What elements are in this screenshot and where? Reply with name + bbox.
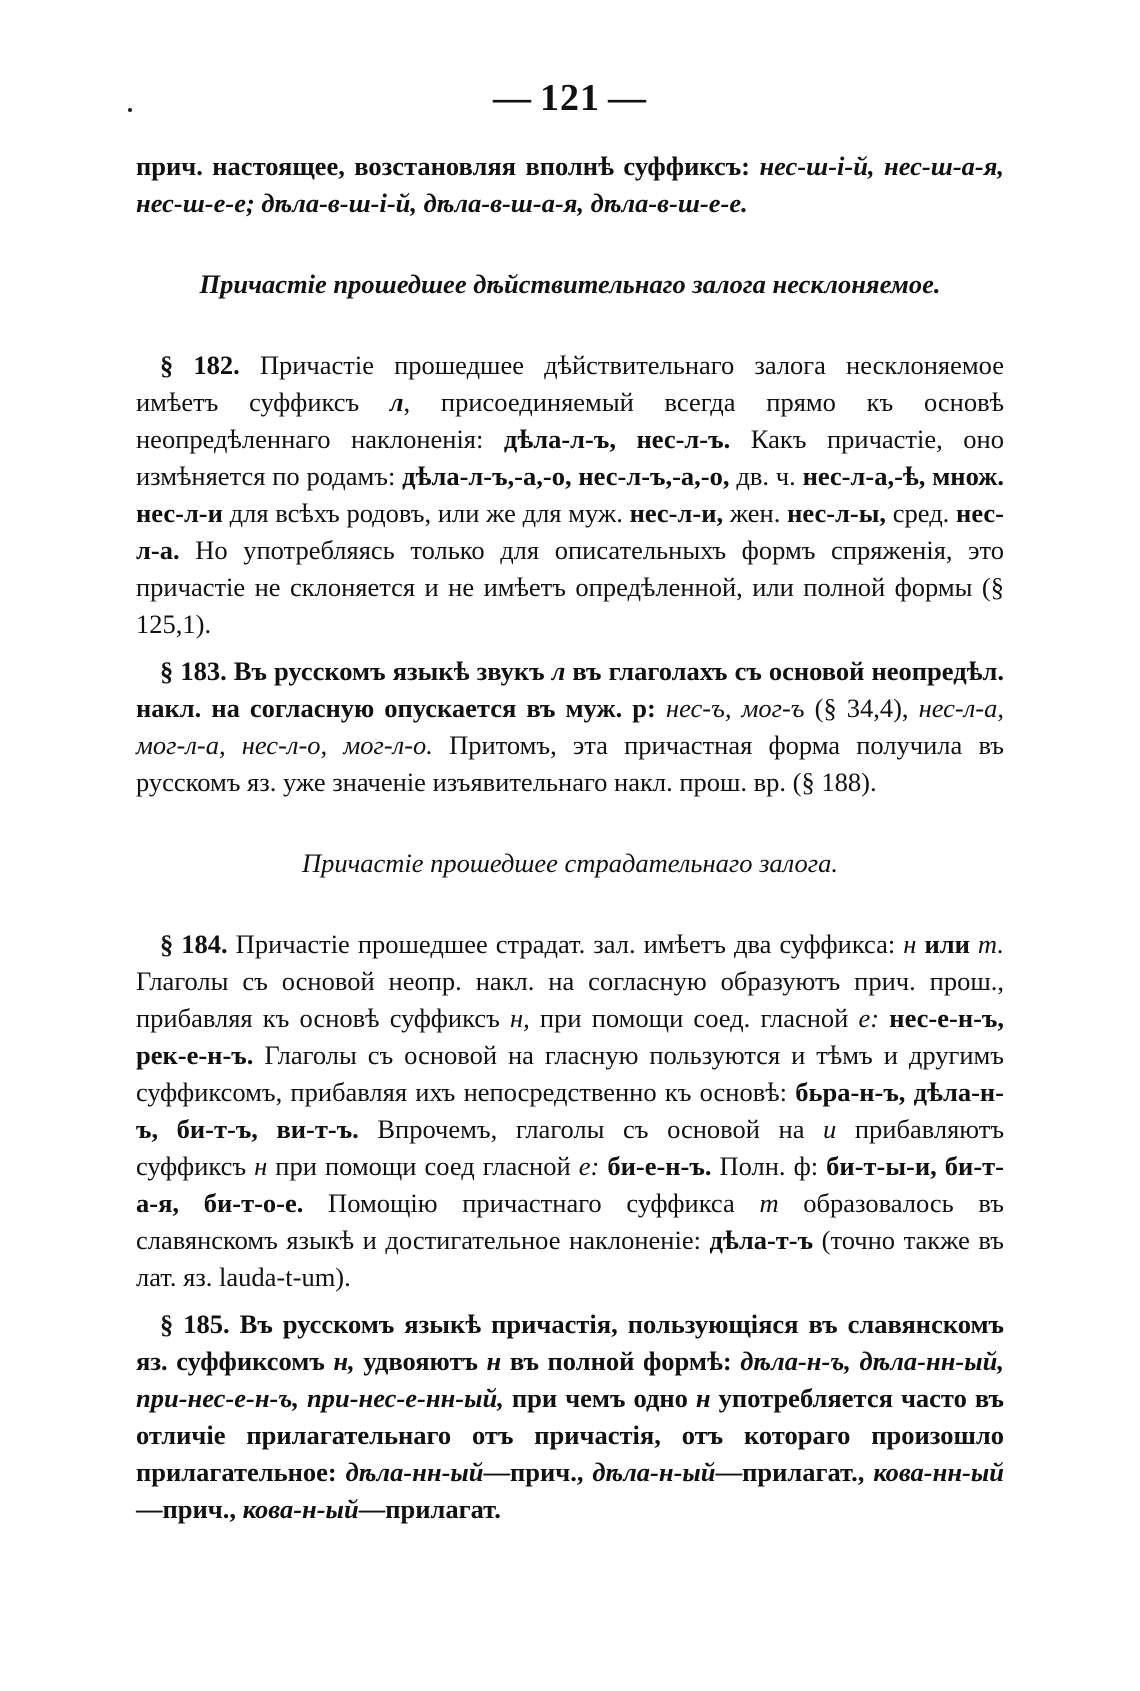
text: при помощи соед гласной <box>267 1151 579 1181</box>
suffix: т. <box>977 929 1005 959</box>
example-forms: нес-л-а, мог-л-а, нес-л-о, мог-л-о. <box>136 693 1005 760</box>
example-forms: нес-л-а,-ѣ, <box>802 461 926 491</box>
text: Причастiе прошедшее дѣйствительнаго залога несклоняемое имѣетъ суффиксъ <box>136 350 1004 417</box>
example-forms: нес-е-н-ъ, рек-е-н-ъ. <box>136 1003 1004 1070</box>
text: или <box>916 929 978 959</box>
text: —прилагат. <box>358 1494 501 1524</box>
paragraph-183 <box>136 653 1004 801</box>
text: Глаголы съ основой на гласную пользуются и тѣмъ и другимъ суффиксомъ, прибавляя ихъ непосредственно къ основѣ: <box>136 1040 1004 1107</box>
paragraph-185 <box>136 1306 1004 1528</box>
text: Но употребляясь только для описательныхъ формъ спряженiя, это причастiе не склоняется и не имѣетъ опредѣленной, или полной формы (§ 125,1). <box>136 535 1004 639</box>
section-number: § 182. <box>160 350 240 380</box>
example-forms: би-т-ы-и, би-т-а-я, би-т-о-е. <box>136 1151 1004 1218</box>
example-forms: дѣла-л-ъ,-а,-о, нес-л-ъ,-а,-о, <box>402 461 730 491</box>
suffix: н <box>254 1151 268 1181</box>
connecting-vowel: е: <box>858 1003 880 1033</box>
example-forms: бьра-н-ъ, дѣла-н-ъ, би-т-ъ, ви-т-ъ. <box>136 1077 1004 1144</box>
text: въ глаголахъ съ основой неопредѣл. накл. на согласную опускается въ муж. р: <box>136 656 1004 723</box>
text: прибавляютъ суффиксъ <box>136 1114 1005 1181</box>
suffix: т <box>759 1188 779 1218</box>
text: Притомъ, эта причастная форма получила въ русскомъ яз. уже значенiе изъявительнаго накл. прош. вр. (§ 188). <box>136 730 1005 797</box>
suffix: л <box>551 656 566 686</box>
section-heading-past-passive: Причастiе прошедшее страдательнаго залога. <box>301 848 839 878</box>
example-forms: дѣла-н-ый <box>592 1457 716 1487</box>
text: Впрочемъ, глаголы съ основой на <box>358 1114 824 1144</box>
text: въ полной формѣ: <box>501 1346 741 1376</box>
text: при помощи соед. гласной <box>529 1003 859 1033</box>
section-number: § 183. <box>160 656 227 686</box>
example-forms: нес-л-и <box>136 498 223 528</box>
text: дв. ч. <box>729 461 803 491</box>
section-heading-past-active: Причастiе прошедшее дѣйствительнаго залога несклоняемое. <box>199 269 941 299</box>
text: Въ русскомъ языкѣ звукъ <box>226 656 552 686</box>
example-forms: би-е-н-ъ. <box>599 1151 712 1181</box>
example-forms: дѣла-т-ъ <box>709 1225 814 1255</box>
paragraph-182 <box>136 347 1004 643</box>
text: жен. <box>723 498 788 528</box>
connecting-vowel: е: <box>578 1151 600 1181</box>
text: Въ русскомъ языкѣ причастiя, пользующiяся въ славянскомъ яз. суффиксомъ <box>136 1309 1005 1376</box>
text: Полн. ф: <box>711 1151 827 1181</box>
text: Какъ причастiе, оно измѣняется по родамъ: <box>136 424 1004 491</box>
paragraph-continuation <box>136 148 1004 222</box>
vowel: и <box>823 1114 837 1144</box>
suffix: н, <box>333 1346 355 1376</box>
suffix: н <box>486 1346 502 1376</box>
text: —прич., <box>483 1457 593 1487</box>
text: Глаголы съ основой неопр. накл. на согласную образуютъ прич. прош., прибавляя къ основѣ суффиксъ <box>136 966 1004 1033</box>
example-forms: нес-л-ы, <box>787 498 887 528</box>
suffix: л <box>389 387 404 417</box>
text: прич. настоящее, возстановляя вполнѣ суффиксъ: <box>136 151 760 181</box>
example-forms: дѣла-н-ъ, дѣла-нн-ый, при-нес-е-н-ъ, при-нес-е-нн-ый, <box>136 1346 1004 1413</box>
text: множ. <box>925 461 1005 491</box>
text-column <box>136 148 1004 1528</box>
section-number: § 184. <box>160 929 228 959</box>
example-forms: дѣла-л-ъ, нес-л-ъ. <box>503 424 731 454</box>
text: употребляется часто въ отличiе прилагательнаго отъ причастiя, отъ котораго произошло прилагательное: <box>136 1383 1004 1487</box>
text: удвояютъ <box>354 1346 487 1376</box>
text: , присоединяемый всегда прямо къ основѣ неопредѣленнаго наклоненiя: <box>136 387 1004 454</box>
example-forms: нес-ъ, мог-ъ <box>665 693 805 723</box>
paragraph-184 <box>136 926 1004 1296</box>
example-forms: нес-л-и, <box>629 498 724 528</box>
text: Помощiю причастнаго суффикса <box>303 1188 760 1218</box>
text: (точно также въ лат. яз. lauda-t-um). <box>136 1225 1004 1292</box>
header-dash-right: — <box>608 77 647 119</box>
example-forms: кова-нн-ый <box>873 1457 1004 1487</box>
text: —прилагат., <box>715 1457 874 1487</box>
text: (§ 34,4), <box>804 693 919 723</box>
example-forms: дѣла-нн-ый <box>345 1457 484 1487</box>
page-header <box>0 76 1140 120</box>
suffix: н <box>903 929 917 959</box>
example-forms: нес-л-а. <box>136 498 1004 565</box>
suffix: н <box>695 1383 711 1413</box>
suffix: н, <box>509 1003 530 1033</box>
section-number: § 185. <box>160 1309 230 1339</box>
text: Причастiе прошедшее страдат. зал. имѣетъ два суффикса: <box>227 929 904 959</box>
text: образовалось въ славянскомъ языкѣ и достигательное наклоненiе: <box>136 1188 1004 1255</box>
header-dash-left: — <box>493 77 532 119</box>
text: для всѣхъ родовъ, или же для муж. <box>222 498 630 528</box>
page-number: 121 <box>540 77 600 119</box>
text: —прич., <box>136 1494 243 1524</box>
text: при чемъ одно <box>503 1383 696 1413</box>
text: сред. <box>886 498 957 528</box>
example-forms: кова-н-ый <box>242 1494 359 1524</box>
example-forms: нес-ш-i-й, нес-ш-а-я, нес-ш-е-е; дѣла-в-ш-i-й, дѣла-в-ш-а-я, дѣла-в-ш-е-е. <box>136 151 1004 218</box>
